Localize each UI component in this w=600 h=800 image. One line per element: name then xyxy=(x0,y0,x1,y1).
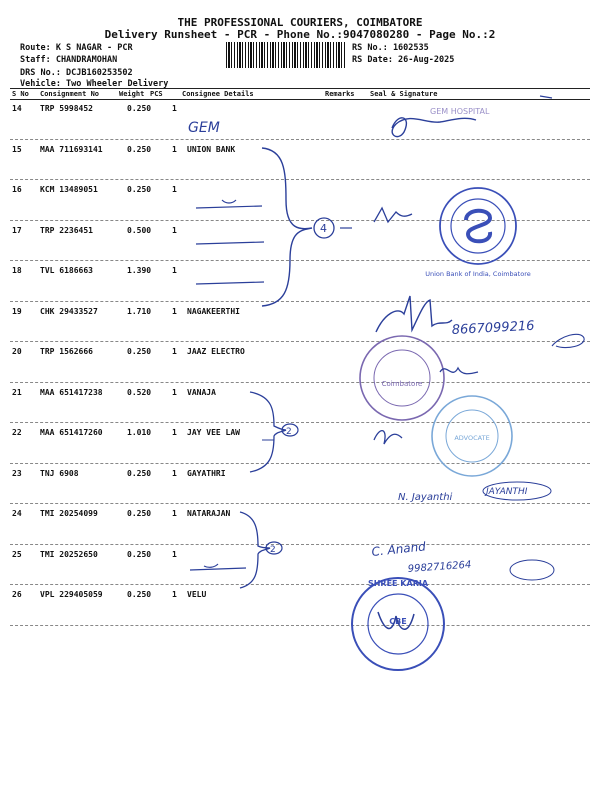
row-consignment-no: TMI 20252650 xyxy=(40,549,98,559)
handwritten-phone-2: 9982716264 xyxy=(407,559,472,575)
row-sno: 22 xyxy=(12,428,22,437)
col-pcs: PCS xyxy=(150,90,163,98)
handwritten-name-2: C. Anand xyxy=(370,539,427,559)
union-bank-stamp-text: Union Bank of India, Coimbatore xyxy=(425,270,531,278)
row-consignment-no: TNJ 6908 xyxy=(40,468,79,478)
row-divider xyxy=(10,463,590,464)
ditto-line-18 xyxy=(196,282,264,284)
row-weight: 0.520 xyxy=(127,387,152,397)
row-consignee: GAYATHRI xyxy=(187,468,226,478)
row-weight: 0.250 xyxy=(127,549,152,559)
row-pcs: 1 xyxy=(172,549,177,559)
row-divider xyxy=(10,301,590,302)
row-pcs: 1 xyxy=(172,590,177,599)
row-weight: 0.250 xyxy=(127,347,152,356)
staff-label: Staff: CHANDRAMOHAN xyxy=(20,55,118,65)
gem-hospital-stamp: GEM HOSPITAL xyxy=(430,107,490,116)
row-sno: 18 xyxy=(12,266,22,275)
row-consignee: JAY VEE LAW xyxy=(187,428,240,437)
count-circle-1 xyxy=(314,218,334,238)
signature-row-22 xyxy=(374,431,402,444)
row-pcs: 1 xyxy=(172,428,177,437)
row-weight: 0.250 xyxy=(127,104,152,113)
row-pcs: 1 xyxy=(172,144,177,154)
row-weight: 0.500 xyxy=(127,225,152,235)
name-oval xyxy=(483,482,551,500)
row-sno: 26 xyxy=(12,590,22,599)
row-sno: 21 xyxy=(12,387,22,397)
document-subtitle: Delivery Runsheet - PCR - Phone No.:9047080280 - Page No.:2 xyxy=(104,28,496,41)
row-sno: 24 xyxy=(12,509,22,518)
row-consignment-no: TRP 1562666 xyxy=(40,347,93,356)
signature-row-14 xyxy=(392,118,476,137)
bracket-count-1: 4 xyxy=(320,222,327,235)
col-consignment: Consignment No xyxy=(40,90,100,98)
row-sno: 25 xyxy=(12,549,22,559)
row-pcs: 1 xyxy=(172,468,177,478)
header-rule-bottom xyxy=(10,99,590,100)
row-consignee: VANAJA xyxy=(187,387,216,397)
header-rule-top xyxy=(10,88,590,89)
row-weight: 0.250 xyxy=(127,590,152,599)
handwritten-phone-1: 8667099216 xyxy=(451,318,535,338)
row-consignment-no: MAA 711693141 xyxy=(40,144,103,154)
signature-row-20 xyxy=(440,368,478,374)
row-consignment-no: TMI 20254099 xyxy=(40,509,98,518)
row-sno: 19 xyxy=(12,306,22,316)
row-consignee: JAAZ ELECTRO xyxy=(187,347,245,356)
row-consignee: NAGAKEERTHI xyxy=(187,306,240,316)
row-divider xyxy=(10,179,590,180)
row-pcs: 1 xyxy=(172,509,177,518)
ditto-line-17 xyxy=(196,242,264,244)
rs-date: RS Date: 26-Aug-2025 xyxy=(352,55,455,65)
row-divider xyxy=(10,341,590,342)
row-divider xyxy=(10,382,590,383)
row-pcs: 1 xyxy=(172,306,177,316)
row-divider xyxy=(10,584,590,585)
row-pcs: 1 xyxy=(172,347,177,356)
row-consignment-no: TRP 2236451 xyxy=(40,225,93,235)
row-consignment-no: KCM 13489051 xyxy=(40,185,98,194)
row-consignee: NATARAJAN xyxy=(187,509,231,518)
row-pcs: 1 xyxy=(172,104,177,113)
row-sno: 15 xyxy=(12,144,22,154)
row-divider xyxy=(10,503,590,504)
advocate-stamp-text-1: Coimbatore xyxy=(381,380,423,388)
bracket-rows-24-25 xyxy=(240,512,270,588)
drs-label: DRS No.: DCJB160253502 xyxy=(20,68,133,78)
bracket-count-2: 2 xyxy=(286,427,292,437)
row-divider xyxy=(10,544,590,545)
row-pcs: 1 xyxy=(172,225,177,235)
cbe-text: CBE xyxy=(389,617,407,626)
row-weight: 1.710 xyxy=(127,306,152,316)
row-sno: 20 xyxy=(12,347,22,356)
col-weight: Weight xyxy=(119,90,145,98)
row-consignment-no: VPL 229405059 xyxy=(40,590,103,599)
advocate-stamp-text-2: ADVOCATE xyxy=(454,434,490,442)
handwritten-name-1-caps: JAYANTHI xyxy=(486,487,528,497)
handwritten-gem: GEM xyxy=(188,120,220,136)
rs-number: RS No.: 1602535 xyxy=(352,43,429,53)
row-sno: 16 xyxy=(12,185,22,194)
row-weight: 0.250 xyxy=(127,144,152,154)
row-consignee: VELU xyxy=(187,590,207,599)
document-title: THE PROFESSIONAL COURIERS, COIMBATORE xyxy=(177,16,423,29)
row-consignment-no: TRP 5998452 xyxy=(40,104,93,113)
row-divider xyxy=(10,260,590,261)
row-pcs: 1 xyxy=(172,185,177,194)
row-weight: 0.250 xyxy=(127,509,152,518)
col-remarks: Remarks xyxy=(325,90,355,98)
handwritten-name-1: N. Jayanthi xyxy=(398,492,453,503)
scribble-row-25 xyxy=(510,560,554,580)
row-pcs: 1 xyxy=(172,266,177,275)
col-seal: Seal & Signature xyxy=(370,90,438,98)
row-consignment-no: MAA 651417260 xyxy=(40,428,103,437)
shree-karia-text: SHREE KARIA xyxy=(367,579,429,588)
row-weight: 1.390 xyxy=(127,266,152,275)
row-sno: 14 xyxy=(12,104,22,113)
col-sno: S No xyxy=(12,90,29,98)
barcode xyxy=(226,42,346,68)
bracket-rows-21-22 xyxy=(250,392,286,472)
row-divider xyxy=(10,220,590,221)
union-bank-stamp xyxy=(425,188,530,278)
bracket-count-3: 2 xyxy=(270,545,276,555)
advocate-stamp-purple xyxy=(360,336,444,420)
ditto-line-25 xyxy=(190,564,246,570)
row-weight: 0.250 xyxy=(127,468,152,478)
ditto-line-16 xyxy=(196,200,262,208)
route-label: Route: K S NAGAR - PCR xyxy=(20,43,133,53)
count-circle-2 xyxy=(282,424,298,436)
row-weight: 0.250 xyxy=(127,185,152,194)
row-consignment-no: MAA 651417238 xyxy=(40,387,103,397)
vehicle-label: Vehicle: Two Wheeler Delivery xyxy=(20,79,169,89)
advocate-stamp-blue xyxy=(432,396,512,476)
row-sno: 23 xyxy=(12,468,22,478)
row-consignee: UNION BANK xyxy=(187,144,236,154)
row-sno: 17 xyxy=(12,225,22,235)
row-consignment-no: TVL 6186663 xyxy=(40,266,93,275)
tick-mark xyxy=(540,96,552,98)
row-weight: 1.010 xyxy=(127,428,152,437)
row-divider xyxy=(10,139,590,140)
row-divider xyxy=(10,422,590,423)
col-consignee: Consignee Details xyxy=(182,90,254,98)
row-consignment-no: CHK 29433527 xyxy=(40,306,98,316)
row-divider xyxy=(10,625,590,626)
row-pcs: 1 xyxy=(172,387,177,397)
bracket-rows-15-18 xyxy=(262,148,312,306)
